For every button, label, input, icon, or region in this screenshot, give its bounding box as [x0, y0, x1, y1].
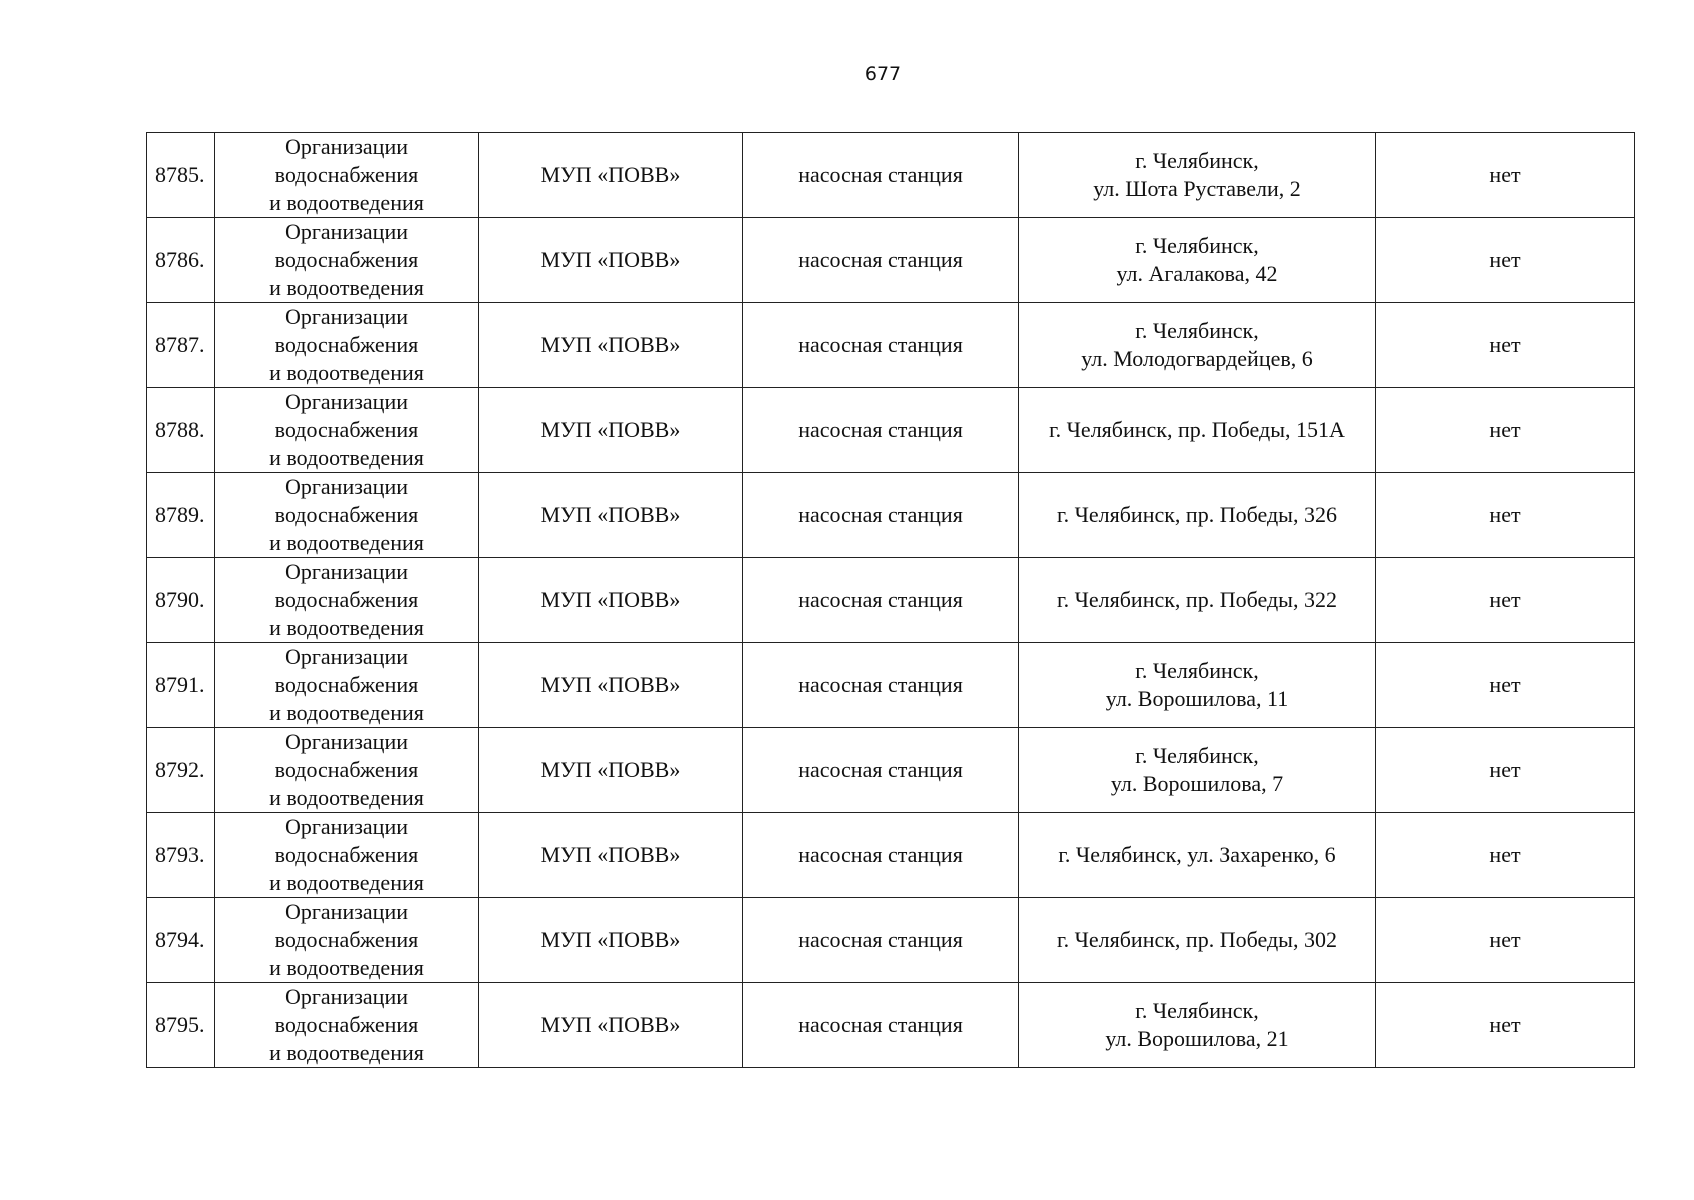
organization-type-cell	[215, 133, 479, 218]
object-cell: насосная станция	[743, 218, 1019, 303]
address-line: г. Челябинск,	[1135, 233, 1259, 258]
table-row	[147, 558, 1635, 643]
note-cell: нет	[1376, 643, 1635, 728]
enterprise-cell: МУП «ПОВВ»	[479, 983, 743, 1068]
row-number: 8793.	[147, 813, 215, 898]
object-cell: насосная станция	[743, 898, 1019, 983]
object-cell: насосная станция	[743, 388, 1019, 473]
row-number: 8785.	[147, 133, 215, 218]
enterprise-cell: МУП «ПОВВ»	[479, 473, 743, 558]
note-cell: нет	[1376, 728, 1635, 813]
enterprise-cell: МУП «ПОВВ»	[479, 898, 743, 983]
organization-type-cell	[215, 813, 479, 898]
organization-type-line: и водоотведения	[269, 785, 424, 810]
organization-type-cell	[215, 218, 479, 303]
address-line: г. Челябинск,	[1135, 998, 1259, 1023]
organization-type-cell	[215, 898, 479, 983]
organization-type-line: и водоотведения	[269, 275, 424, 300]
enterprise-cell: МУП «ПОВВ»	[479, 133, 743, 218]
organization-type-line: водоснабжения	[274, 757, 419, 782]
organization-type-line: Организации	[285, 134, 408, 159]
organization-type-line: Организации	[285, 389, 408, 414]
address-cell	[1019, 133, 1376, 218]
address-line: ул. Ворошилова, 11	[1105, 686, 1289, 711]
registry-table-body	[147, 133, 1635, 1068]
address-line: г. Челябинск,	[1135, 318, 1259, 343]
note-cell: нет	[1376, 983, 1635, 1068]
note-cell: нет	[1376, 558, 1635, 643]
note-cell: нет	[1376, 473, 1635, 558]
enterprise-cell: МУП «ПОВВ»	[479, 813, 743, 898]
organization-type-line: водоснабжения	[274, 417, 419, 442]
table-row	[147, 813, 1635, 898]
enterprise-cell: МУП «ПОВВ»	[479, 728, 743, 813]
address-line: г. Челябинск, пр. Победы, 302	[1057, 927, 1337, 952]
table-row	[147, 898, 1635, 983]
organization-type-line: и водоотведения	[269, 445, 424, 470]
table-row	[147, 983, 1635, 1068]
address-cell	[1019, 898, 1376, 983]
organization-type-line: и водоотведения	[269, 870, 424, 895]
organization-type-line: водоснабжения	[274, 927, 419, 952]
organization-type-cell	[215, 983, 479, 1068]
registry-table	[146, 132, 1635, 1068]
table-row	[147, 303, 1635, 388]
organization-type-line: Организации	[285, 984, 408, 1009]
organization-type-line: и водоотведения	[269, 615, 424, 640]
note-cell: нет	[1376, 133, 1635, 218]
organization-type-cell	[215, 728, 479, 813]
address-cell	[1019, 813, 1376, 898]
row-number: 8789.	[147, 473, 215, 558]
object-cell: насосная станция	[743, 983, 1019, 1068]
organization-type-line: водоснабжения	[274, 587, 419, 612]
address-line: ул. Ворошилова, 7	[1110, 771, 1284, 796]
address-cell	[1019, 388, 1376, 473]
organization-type-line: Организации	[285, 814, 408, 839]
row-number: 8786.	[147, 218, 215, 303]
address-line: г. Челябинск, пр. Победы, 326	[1057, 502, 1337, 527]
address-line: г. Челябинск,	[1135, 148, 1259, 173]
note-cell: нет	[1376, 813, 1635, 898]
note-cell: нет	[1376, 898, 1635, 983]
address-cell	[1019, 728, 1376, 813]
address-line: г. Челябинск,	[1135, 743, 1259, 768]
organization-type-line: водоснабжения	[274, 332, 419, 357]
enterprise-cell: МУП «ПОВВ»	[479, 643, 743, 728]
organization-type-line: водоснабжения	[274, 162, 419, 187]
table-row	[147, 218, 1635, 303]
table-row	[147, 133, 1635, 218]
address-line: ул. Шота Руставели, 2	[1093, 176, 1301, 201]
row-number: 8787.	[147, 303, 215, 388]
organization-type-line: водоснабжения	[274, 672, 419, 697]
organization-type-line: Организации	[285, 559, 408, 584]
object-cell: насосная станция	[743, 473, 1019, 558]
address-line: ул. Молодогвардейцев, 6	[1081, 346, 1313, 371]
address-cell	[1019, 218, 1376, 303]
organization-type-cell	[215, 558, 479, 643]
organization-type-cell	[215, 303, 479, 388]
organization-type-line: водоснабжения	[274, 247, 419, 272]
organization-type-line: Организации	[285, 729, 408, 754]
organization-type-line: Организации	[285, 474, 408, 499]
organization-type-line: водоснабжения	[274, 842, 419, 867]
object-cell: насосная станция	[743, 558, 1019, 643]
organization-type-line: Организации	[285, 644, 408, 669]
organization-type-line: и водоотведения	[269, 360, 424, 385]
organization-type-cell	[215, 473, 479, 558]
note-cell: нет	[1376, 388, 1635, 473]
table-row	[147, 643, 1635, 728]
row-number: 8791.	[147, 643, 215, 728]
organization-type-line: и водоотведения	[269, 955, 424, 980]
organization-type-line: и водоотведения	[269, 190, 424, 215]
enterprise-cell: МУП «ПОВВ»	[479, 218, 743, 303]
page-number: 677	[864, 63, 902, 85]
address-cell	[1019, 303, 1376, 388]
row-number: 8790.	[147, 558, 215, 643]
note-cell: нет	[1376, 218, 1635, 303]
address-line: г. Челябинск,	[1135, 658, 1259, 683]
enterprise-cell: МУП «ПОВВ»	[479, 388, 743, 473]
address-line: г. Челябинск, ул. Захаренко, 6	[1058, 842, 1336, 867]
organization-type-line: Организации	[285, 899, 408, 924]
object-cell: насосная станция	[743, 643, 1019, 728]
organization-type-line: Организации	[285, 304, 408, 329]
address-cell	[1019, 473, 1376, 558]
row-number: 8792.	[147, 728, 215, 813]
table-row	[147, 473, 1635, 558]
row-number: 8795.	[147, 983, 215, 1068]
organization-type-line: водоснабжения	[274, 1012, 419, 1037]
row-number: 8788.	[147, 388, 215, 473]
address-line: г. Челябинск, пр. Победы, 151А	[1049, 417, 1345, 442]
object-cell: насосная станция	[743, 813, 1019, 898]
table-row	[147, 728, 1635, 813]
address-cell	[1019, 983, 1376, 1068]
row-number: 8794.	[147, 898, 215, 983]
address-line: ул. Агалакова, 42	[1116, 261, 1278, 286]
enterprise-cell: МУП «ПОВВ»	[479, 303, 743, 388]
address-cell	[1019, 643, 1376, 728]
organization-type-line: и водоотведения	[269, 700, 424, 725]
address-line: г. Челябинск, пр. Победы, 322	[1057, 587, 1337, 612]
organization-type-cell	[215, 388, 479, 473]
note-cell: нет	[1376, 303, 1635, 388]
organization-type-cell	[215, 643, 479, 728]
organization-type-line: и водоотведения	[269, 530, 424, 555]
organization-type-line: и водоотведения	[269, 1040, 424, 1065]
table-row	[147, 388, 1635, 473]
address-cell	[1019, 558, 1376, 643]
organization-type-line: водоснабжения	[274, 502, 419, 527]
organization-type-line: Организации	[285, 219, 408, 244]
object-cell: насосная станция	[743, 728, 1019, 813]
address-line: ул. Ворошилова, 21	[1105, 1026, 1289, 1051]
enterprise-cell: МУП «ПОВВ»	[479, 558, 743, 643]
object-cell: насосная станция	[743, 303, 1019, 388]
object-cell: насосная станция	[743, 133, 1019, 218]
